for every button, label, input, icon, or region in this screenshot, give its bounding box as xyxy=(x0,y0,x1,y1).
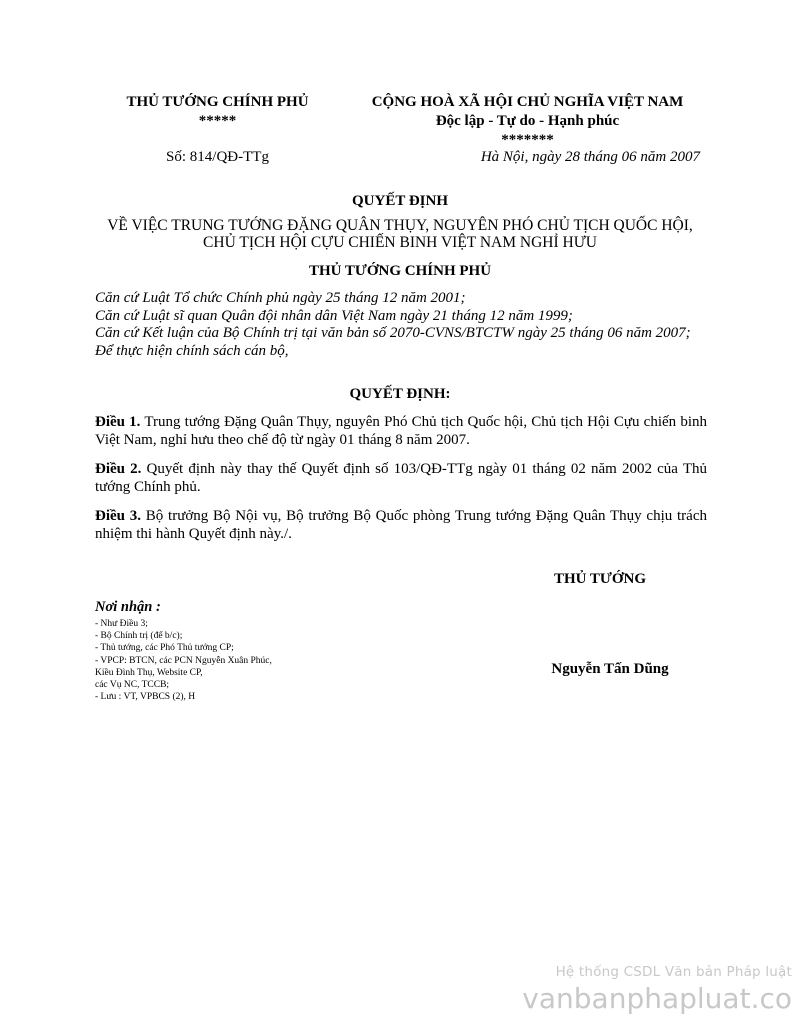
place-date: Hà Nội, ngày 28 tháng 06 năm 2007 xyxy=(480,149,700,165)
national-title-block xyxy=(340,93,715,150)
article-text: Trung tướng Đặng Quân Thụy, nguyên Phó Chủ tịch Quốc hội, Chủ tịch Hội Cựu chiến binh Việt Nam, nghỉ hưu theo chế độ từ ngày 01 tháng 8 năm 2007. xyxy=(95,414,707,448)
recipient-item: - Bộ Chính trị (để b/c); xyxy=(95,631,183,642)
legal-basis-item: Căn cứ Kết luận của Bộ Chính trị tại văn bản số 2070-CVNS/BTCTW ngày 25 tháng 06 năm 2007; xyxy=(95,325,691,341)
issuing-authority: THỦ TƯỚNG CHÍNH PHỦ xyxy=(308,263,492,279)
watermark-domain: vanbanphapluat.co xyxy=(522,982,792,1015)
signer-name: Nguyễn Tấn Dũng xyxy=(551,661,669,677)
recipients-heading: Nơi nhận : xyxy=(95,599,161,615)
article-text: Quyết định này thay thế Quyết định số 103/QĐ-TTg ngày 01 tháng 02 năm 2002 của Thủ tướng Chính phủ. xyxy=(95,461,707,495)
article-1 xyxy=(95,413,707,449)
article-3 xyxy=(95,507,707,543)
subtitle-line: CHỦ TỊCH HỘI CỰU CHIẾN BINH VIỆT NAM NGHỈ HƯU xyxy=(203,234,597,251)
recipients-list xyxy=(95,618,355,703)
document-number: Số: 814/QĐ-TTg xyxy=(166,149,269,165)
watermark-caption: Hệ thống CSDL Văn bản Pháp luật xyxy=(555,964,792,980)
national-motto: Độc lập - Tự do - Hạnh phúc xyxy=(435,113,620,129)
article-label: Điều 2. xyxy=(95,461,142,477)
legal-bases xyxy=(95,290,710,360)
articles xyxy=(95,413,707,554)
article-label: Điều 1. xyxy=(95,414,141,430)
article-2 xyxy=(95,460,707,496)
document-title: QUYẾT ĐỊNH xyxy=(352,193,448,209)
site-watermark xyxy=(462,964,792,1015)
article-text: Bộ trưởng Bộ Nội vụ, Bộ trưởng Bộ Quốc phòng Trung tướng Đặng Quân Thụy chịu trách nhiệm thi hành Quyết định này./. xyxy=(95,508,707,542)
recipient-item: - VPCP: BTCN, các PCN Nguyễn Xuân Phúc, xyxy=(95,655,272,666)
recipient-item: - Thủ tướng, các Phó Thủ tướng CP; xyxy=(95,643,234,654)
legal-basis-item: Để thực hiện chính sách cán bộ, xyxy=(95,342,289,359)
recipient-item: các Vụ NC, TCCB; xyxy=(95,680,170,691)
issuing-agency-block xyxy=(95,93,340,131)
recipient-item: - Lưu : VT, VPBCS (2), H xyxy=(95,692,196,703)
country-name: CỘNG HOÀ XÃ HỘI CHỦ NGHĨA VIỆT NAM xyxy=(371,94,684,110)
signer-title: THỦ TƯỚNG xyxy=(553,571,647,587)
decision-heading: QUYẾT ĐỊNH: xyxy=(349,386,451,402)
issuing-agency: THỦ TƯỚNG CHÍNH PHỦ xyxy=(126,94,309,110)
agency-separator: ***** xyxy=(198,113,237,129)
recipient-item: - Như Điều 3; xyxy=(95,619,148,629)
motto-separator: ******* xyxy=(501,132,554,148)
document-subtitle xyxy=(80,217,720,251)
subtitle-line: VỀ VIỆC TRUNG TƯỚNG ĐẶNG QUÂN THỤY, NGUYÊN PHÓ CHỦ TỊCH QUỐC HỘI, xyxy=(107,217,693,234)
article-label: Điều 3. xyxy=(95,508,142,524)
legal-basis-item: Căn cứ Luật Tổ chức Chính phủ ngày 25 tháng 12 năm 2001; xyxy=(95,290,466,306)
recipient-item: Kiều Đình Thụ, Website CP, xyxy=(95,667,203,678)
recipients-block xyxy=(95,599,355,703)
legal-basis-item: Căn cứ Luật sĩ quan Quân đội nhân dân Việt Nam ngày 21 tháng 12 năm 1999; xyxy=(95,307,573,324)
